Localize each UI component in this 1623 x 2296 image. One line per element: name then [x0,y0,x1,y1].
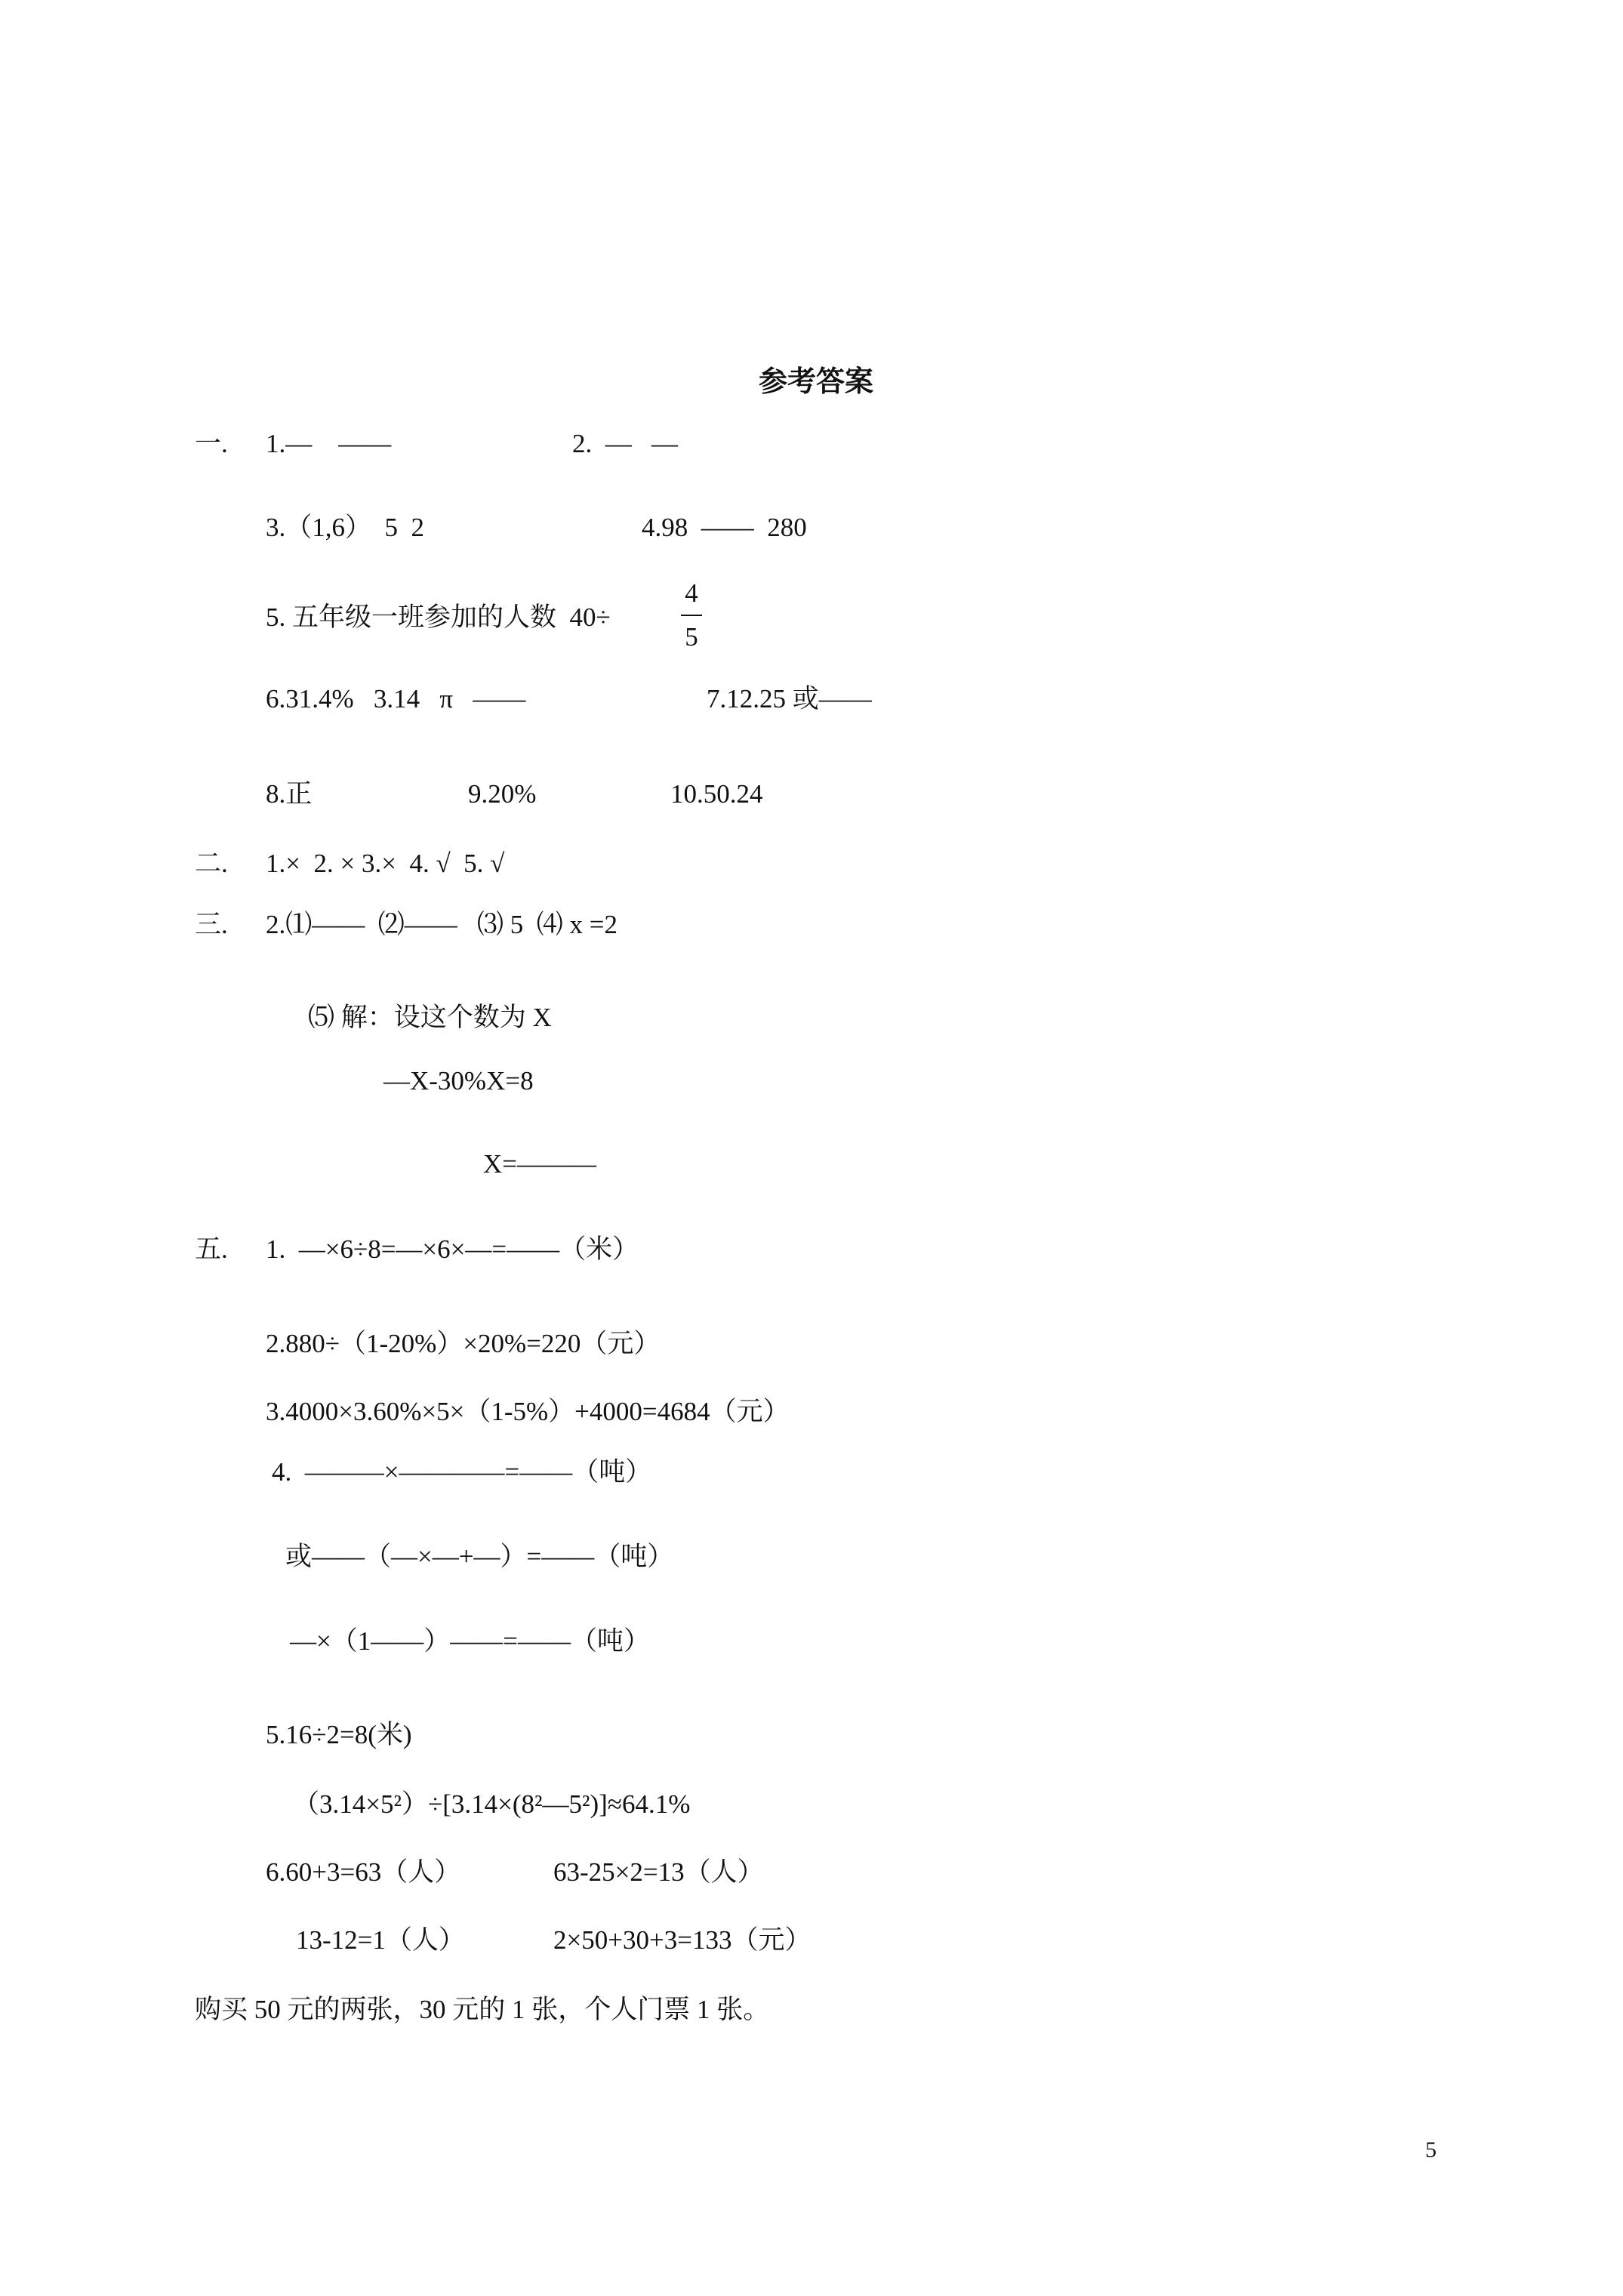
s1-answer-2: 2. — — [572,429,678,458]
s5-answer-4-alt2: —×（1——）——=——（吨） [290,1626,650,1656]
section-2-mark: 二. [195,849,228,878]
s1-answer-9: 9.20% [468,779,537,809]
s1-answer-4: 4.98 —— 280 [642,513,807,542]
s3-equation: —X-30%X=8 [383,1066,534,1096]
fraction-numerator: 4 [685,578,698,608]
s1-answer-7: 7.12.25 或—— [707,684,872,713]
s3-solution-intro: ⑸ 解：设这个数为 X [308,1003,552,1032]
s1-answer-6: 6.31.4% 3.14 π —— [266,684,526,713]
s1-answer-5: 5. 五年级一班参加的人数 40÷ [266,603,611,632]
fraction-bar [681,615,702,616]
page-title: 参考答案 [759,366,874,398]
s1-answer-3: 3.（1,6） 5 2 [266,513,425,542]
fraction-denominator: 5 [685,622,698,652]
s5-conclusion: 购买 50 元的两张，30 元的 1 张，个人门票 1 张。 [195,1995,770,2024]
s1-answer-1: 1.— —— [266,429,392,458]
s5-answer-2: 2.880÷（1-20%）×20%=220（元） [266,1329,661,1358]
section-1-mark: 一. [195,429,228,458]
s5-answer-1: 1. —×6÷8=—×6×—=——（米） [266,1234,639,1264]
s2-answers: 1.× 2. × 3.× 4. √ 5. √ [266,849,505,878]
s1-answer-10: 10.50.24 [670,779,763,809]
s5-answer-6c: 13-12=1（人） [296,1925,465,1955]
s5-answer-6d: 2×50+30+3=133（元） [553,1925,812,1955]
s5-answer-6b: 63-25×2=13（人） [553,1857,764,1887]
s5-answer-4-alt: 或——（—×—+—）=——（吨） [285,1542,674,1571]
s5-answer-5: 5.16÷2=8(米) [266,1720,412,1749]
s3-result: X=——— [483,1149,597,1179]
s5-answer-4: 4. ———×————=——（吨） [272,1457,652,1487]
section-5-mark: 五. [195,1234,228,1264]
section-3-mark: 三. [195,910,228,939]
s5-answer-6a: 6.60+3=63（人） [266,1857,461,1887]
s3-answers: 2.⑴—— ⑵—— ⑶ 5 ⑷ x =2 [266,910,617,939]
s5-answer-3: 3.4000×3.60%×5×（1-5%）+4000=4684（元） [266,1397,790,1426]
s5-answer-5-b: （3.14×5²）÷[3.14×(8²—5²)]≈64.1% [293,1789,691,1819]
page-number: 5 [1425,2137,1437,2162]
s1-answer-8: 8.正 [266,779,313,809]
